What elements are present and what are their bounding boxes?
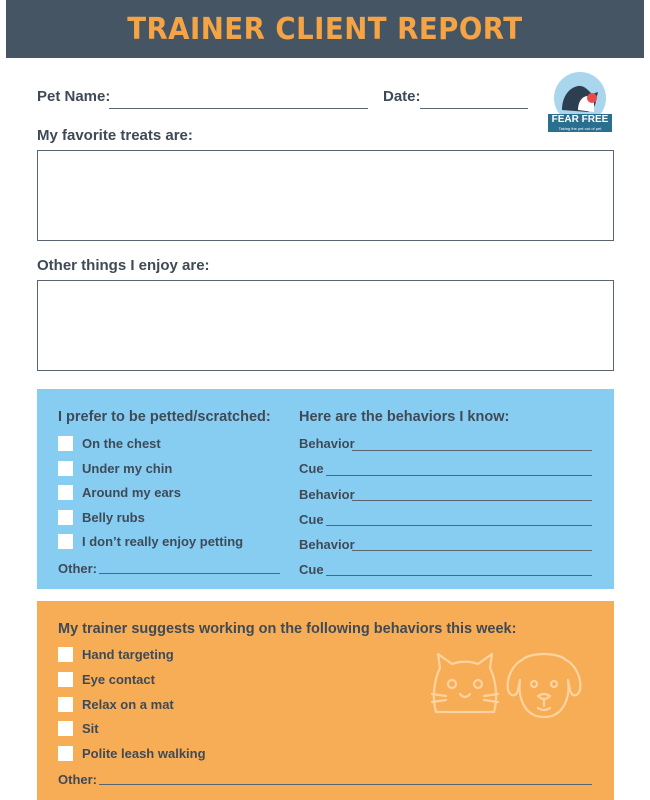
petting-option[interactable]: Under my chin bbox=[58, 461, 172, 476]
suggestions-heading: My trainer suggests working on the following behaviors this week: bbox=[58, 621, 517, 637]
petting-other-label: Other: bbox=[58, 561, 97, 576]
petting-option[interactable]: On the chest bbox=[58, 436, 161, 451]
petting-option[interactable]: Belly rubs bbox=[58, 510, 145, 525]
behaviors-heading: Here are the behaviors I know: bbox=[299, 409, 510, 425]
treats-textbox[interactable] bbox=[37, 150, 614, 241]
behavior-label: Behavior bbox=[299, 436, 355, 451]
cue-field[interactable] bbox=[326, 475, 592, 476]
suggestion-option[interactable]: Relax on a mat bbox=[58, 697, 174, 712]
logo-subtext: Taking the pet out of pet bbox=[548, 126, 612, 132]
enjoy-textbox[interactable] bbox=[37, 280, 614, 371]
checkbox[interactable] bbox=[58, 647, 73, 662]
checkbox[interactable] bbox=[58, 510, 73, 525]
cat-dog-icon bbox=[430, 650, 585, 720]
petting-heading: I prefer to be petted/scratched: bbox=[58, 409, 271, 425]
header-bar bbox=[6, 0, 644, 58]
date-label: Date: bbox=[383, 88, 421, 105]
cue-field[interactable] bbox=[326, 575, 592, 576]
petting-other-field[interactable] bbox=[99, 573, 280, 574]
checkbox[interactable] bbox=[58, 461, 73, 476]
checkbox[interactable] bbox=[58, 672, 73, 687]
cue-label: Cue bbox=[299, 512, 324, 527]
fear-free-logo bbox=[548, 70, 612, 134]
behavior-field[interactable] bbox=[352, 450, 592, 451]
behavior-field[interactable] bbox=[352, 550, 592, 551]
suggestion-option[interactable]: Polite leash walking bbox=[58, 746, 206, 761]
date-field[interactable] bbox=[420, 108, 528, 109]
cue-field[interactable] bbox=[326, 525, 592, 526]
behavior-field[interactable] bbox=[352, 500, 592, 501]
suggestions-other-field[interactable] bbox=[99, 784, 592, 785]
logo-text: FEAR FREE bbox=[548, 114, 612, 126]
pet-name-label: Pet Name: bbox=[37, 88, 111, 105]
behavior-label: Behavior bbox=[299, 537, 355, 552]
petting-option[interactable]: Around my ears bbox=[58, 485, 181, 500]
pet-silhouette-icon bbox=[548, 70, 612, 118]
cue-label: Cue bbox=[299, 562, 324, 577]
page-title: TRAINER CLIENT REPORT bbox=[127, 11, 523, 47]
checkbox[interactable] bbox=[58, 485, 73, 500]
enjoy-label: Other things I enjoy are: bbox=[37, 257, 210, 274]
cue-label: Cue bbox=[299, 461, 324, 476]
checkbox[interactable] bbox=[58, 721, 73, 736]
petting-option[interactable]: I don’t really enjoy petting bbox=[58, 534, 243, 549]
suggestion-option[interactable]: Hand targeting bbox=[58, 647, 174, 662]
checkbox[interactable] bbox=[58, 746, 73, 761]
suggestion-option[interactable]: Eye contact bbox=[58, 672, 155, 687]
checkbox[interactable] bbox=[58, 436, 73, 451]
suggestions-other-label: Other: bbox=[58, 772, 97, 787]
checkbox[interactable] bbox=[58, 534, 73, 549]
checkbox[interactable] bbox=[58, 697, 73, 712]
pet-name-field[interactable] bbox=[109, 108, 368, 109]
treats-label: My favorite treats are: bbox=[37, 127, 193, 144]
behavior-label: Behavior bbox=[299, 487, 355, 502]
suggestion-option[interactable]: Sit bbox=[58, 721, 99, 736]
